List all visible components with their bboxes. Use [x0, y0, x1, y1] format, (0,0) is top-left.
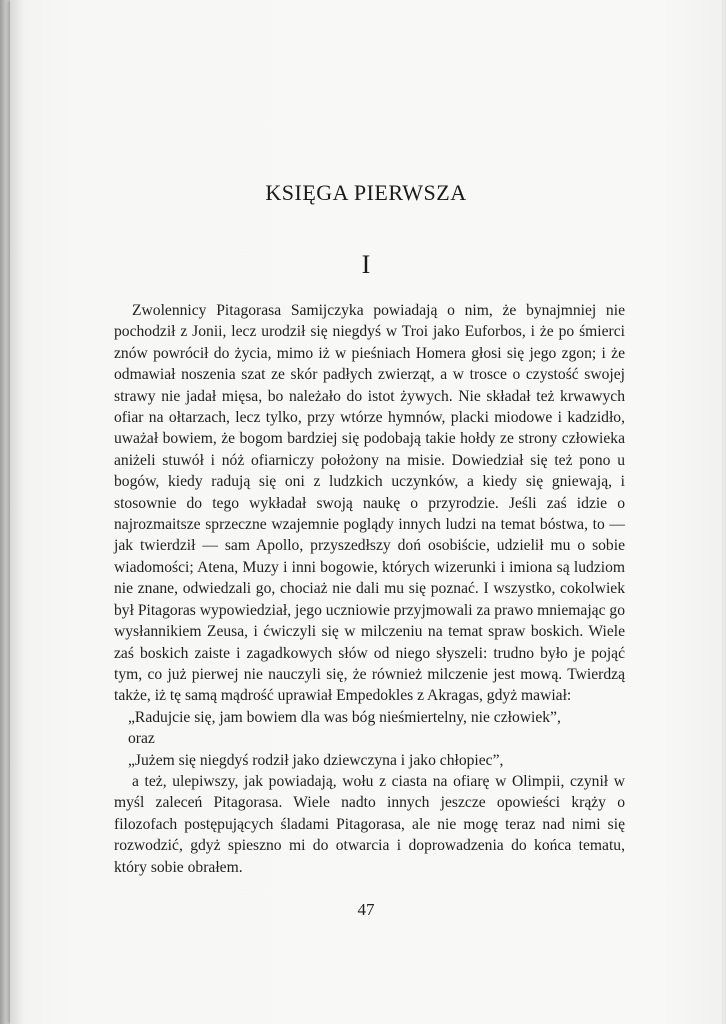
- chapter-number: I: [361, 250, 371, 279]
- book-page: [10, 0, 722, 1024]
- paragraph-2: a też, ulepiwszy, jak powiadają, wołu z ciasta na ofiarę w Olimpii, czynił w myśl zaleceń Pitagorasa. Wiele nadto innych jeszcze opowieści krąży o filozofach postępujących śladami Pitagorasa, ale nie mogę teraz nad nimi się rozwodzić, gdyż spieszno mi do otwarcia i doprowadzenia do końca tematu, który sobie obrałem.: [114, 772, 625, 876]
- page-left-edge: [0, 0, 10, 1024]
- body-text: [114, 300, 625, 878]
- book-title: KSIĘGA PIERWSZA: [265, 180, 467, 205]
- page-number: 47: [357, 900, 375, 919]
- quote-1: „Radujcie się, jam bowiem dla was bóg nieśmiertelny, nie człowiek”,: [128, 708, 561, 726]
- connector-word: oraz: [128, 730, 155, 748]
- quote-2: „Jużem się niegdyś rodził jako dziewczyna i jako chłopiec”,: [128, 751, 504, 769]
- paragraph-1: Zwolennicy Pitagorasa Samijczyka powiadają o nim, że bynajmniej nie pochodził z Jonii, lecz urodził się niegdyś w Troi jako Euforbos, i że po śmierci znów powrócił do życia, mimo iż w pieśniach Homera głosi się jego zgon; i że odmawiał noszenia szat ze skór padłych zwierząt, a w trosce o czystość swojej strawy nie jadał mięsa, bo należało do istot żywych. Nie składał też krwawych ofiar na ołtarzach, lecz tylko, przy wtórze hymnów, placki miodowe i kadzidło, uważał bowiem, że bogom bardziej się podobają takie hołdy ze strony człowieka aniżeli stuwół i nóż ofiarniczy położony na misie. Dowiedział się też pono u bogów, kiedy radują się oni z ludzkich uczynków, a kiedy się gniewają, i stosownie do tego wykładał swoją naukę o przyrodzie. Jeśli zaś idzie o najrozmaitsze sprzeczne wzajemnie poglądy innych ludzi na temat bóstwa, to — jak twierdził — sam Apollo, przyszedłszy doń osobiście, udzielił mu o sobie wiadomości; Atena, Muzy i inni bogowie, których wizerunki i imiona są ludziom nie znane, odwiedzali go, chociaż nie dali mu się poznać. I wszystko, cokolwiek był Pitagoras wypowiedział, jego uczniowie przyjmowali za prawo mniemając go wysłannikiem Zeusa, i ćwiczyli się w milczeniu na temat spraw boskich. Wiele zaś boskich zaiste i zagadkowych słów od niego słyszeli: trudno było je pojąć tym, co już pierwej nie nauczyli się, że również milczenie jest mową. Twierdzą także, iż tę samą mądrość uprawiał Empedokles z Akragas, gdyż mawiał:: [114, 302, 625, 705]
